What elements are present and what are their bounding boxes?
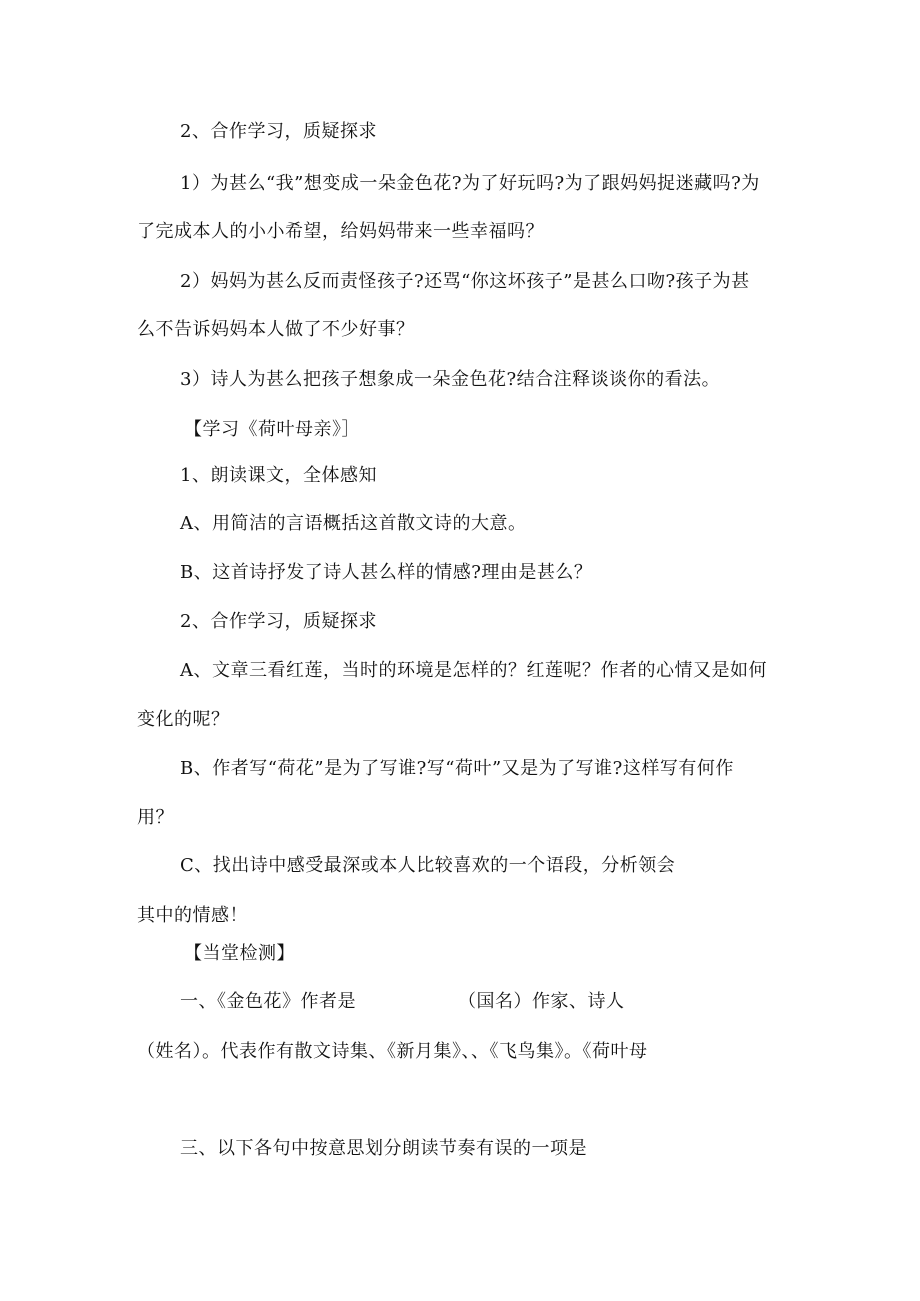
question-2-line-2: 么不告诉妈妈本人做了不少好事？ [137, 319, 415, 340]
item-a2-line-2: 变化的呢？ [137, 709, 230, 730]
item-b2-line-2: 用？ [137, 807, 174, 828]
test-question-1-line-1 [180, 990, 625, 1014]
item-b-line: B、这首诗抒发了诗人甚么样的情感?理由是甚么？ [180, 562, 593, 583]
step-2-heading: 2、合作学习，质疑探求 [180, 611, 377, 632]
item-a2-line-1: A、文章三看红莲，当时的环境是怎样的？红莲呢？作者的心情又是如何 [180, 660, 767, 681]
item-c-line-1: C、找出诗中感受最深或本人比较喜欢的一个语段，分析领会 [180, 855, 676, 876]
test-question-1-line-2: （姓名）。代表作有散文诗集、《新月集》、、《飞鸟集》。《荷叶母 [137, 1041, 648, 1062]
question-1-line-1: 1）为甚么“我”想变成一朵金色花?为了好玩吗?为了跟妈妈捉迷藏吗?为 [180, 173, 760, 194]
question-3-line: 3）诗人为甚么把孩子想象成一朵金色花?结合注释谈谈你的看法。 [180, 369, 721, 390]
study-heading: 【学习《荷叶母亲》］ [184, 419, 360, 440]
question-2-line-1: 2）妈妈为甚么反而责怪孩子?还骂“你这坏孩子”是甚么口吻?孩子为甚 [180, 271, 750, 292]
in-class-test-heading: 【当堂检测】 [184, 943, 295, 964]
test-question-1-part-b: （国名）作家、诗人 [458, 991, 625, 1012]
test-question-3-line: 三、以下各句中按意思划分朗读节奏有误的一项是 [180, 1138, 587, 1159]
item-c-line-2: 其中的情感！ [137, 905, 248, 926]
item-a-line: A、用简洁的言语概括这首散文诗的大意。 [180, 513, 527, 534]
section-heading: 2、合作学习，质疑探求 [180, 121, 377, 142]
item-b2-line-1: B、作者写“荷花”是为了写谁?写“荷叶”又是为了写谁?这样写有何作 [180, 758, 734, 779]
question-1-line-2: 了完成本人的小小希望，给妈妈带来一些幸福吗？ [137, 221, 544, 242]
step-1-heading: 1、朗读课文，全体感知 [180, 465, 377, 486]
test-question-1-part-a: 一、《金色花》作者是 [180, 991, 356, 1012]
